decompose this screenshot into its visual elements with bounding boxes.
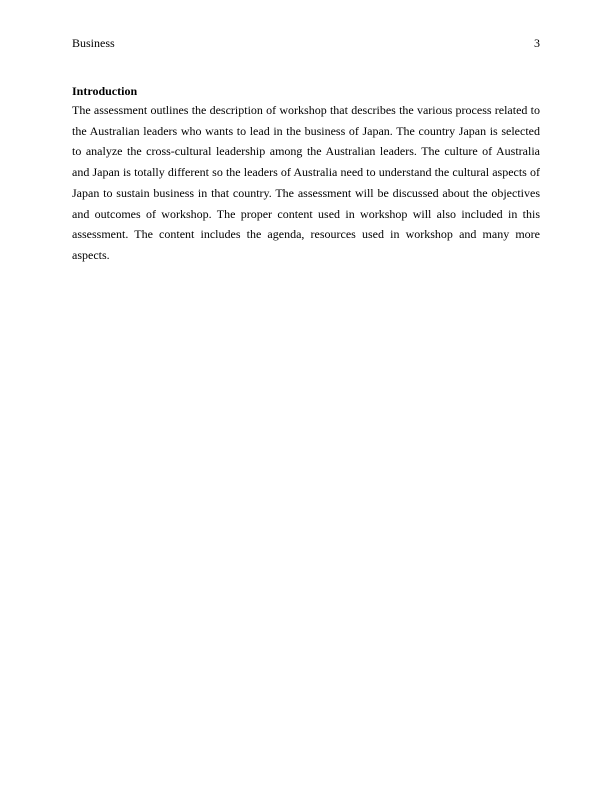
section-heading: Introduction [72, 84, 138, 98]
paragraph-line: assessment. The content includes the agenda, resources used in workshop and many more [72, 227, 540, 242]
paragraph-line: the Australian leaders who wants to lead in the business of Japan. The country Japan is selected [72, 123, 540, 138]
paragraph-line: and outcomes of workshop. The proper content used in workshop will also included in this [72, 206, 540, 221]
introduction-section [72, 84, 540, 266]
paragraph [72, 100, 540, 266]
paragraph-line: Japan to sustain business in that country. The assessment will be discussed about the objectives [72, 185, 540, 200]
running-header-title: Business [72, 36, 115, 50]
paragraph-line: and Japan is totally different so the leaders of Australia need to understand the cultural aspects of [72, 165, 540, 180]
paragraph-line: aspects. [72, 247, 110, 262]
page-number: 3 [534, 36, 540, 50]
paragraph-line: The assessment outlines the description of workshop that describes the various process related to [72, 103, 540, 117]
paragraph-line: to analyze the cross-cultural leadership among the Australian leaders. The culture of Australia [72, 144, 540, 159]
